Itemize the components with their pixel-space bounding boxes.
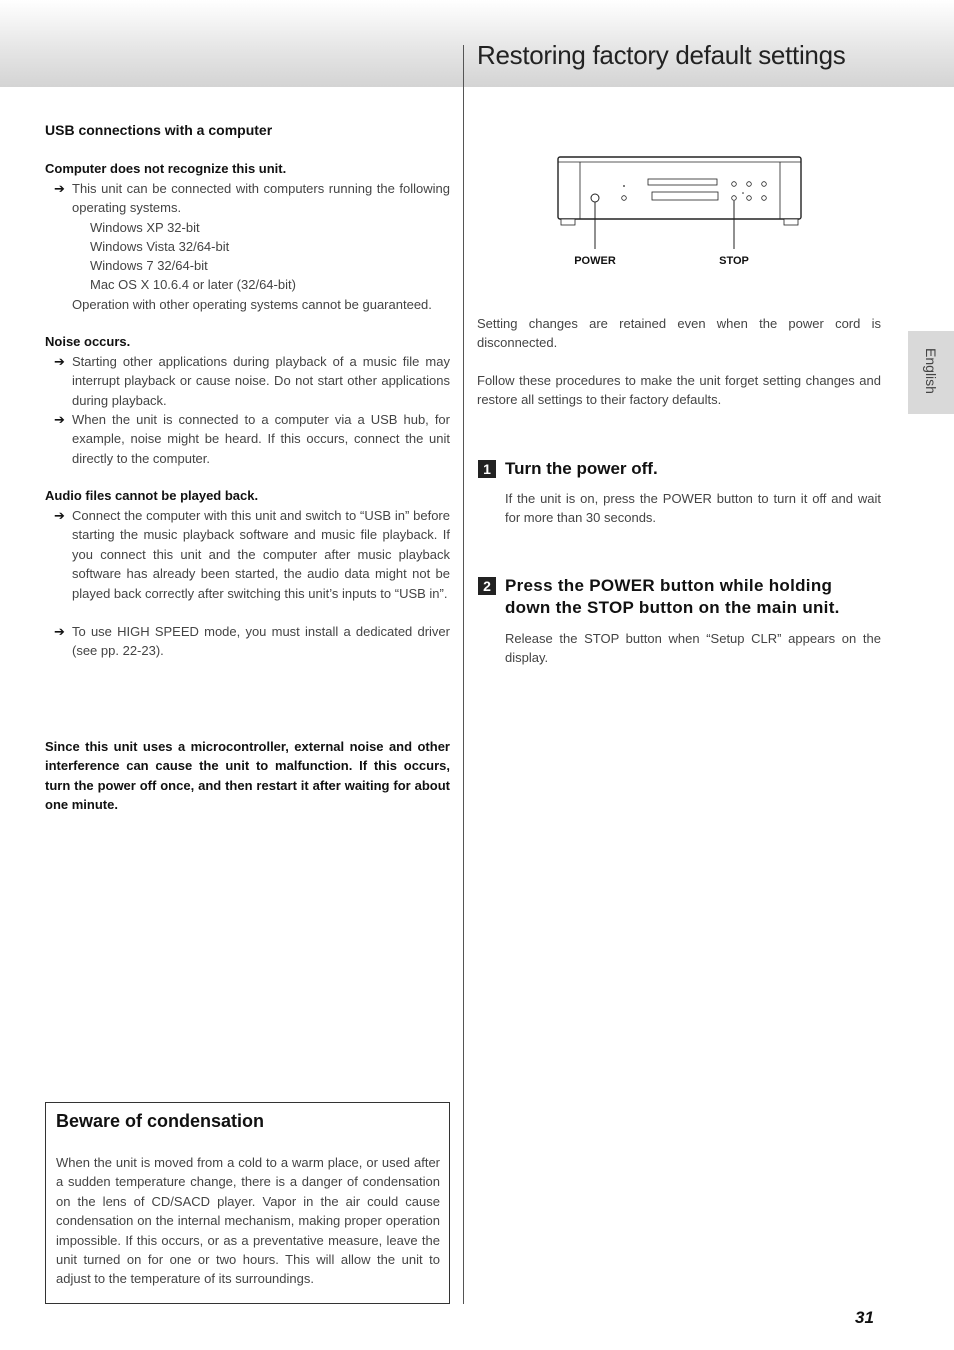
- display-window: [652, 192, 718, 200]
- usb-heading: USB connections with a computer: [45, 122, 273, 138]
- stop-label: STOP: [719, 255, 749, 267]
- power-label: POWER: [574, 255, 616, 267]
- page-number: 31: [855, 1308, 874, 1327]
- language-tab-label: English: [923, 348, 939, 394]
- os-item: Windows XP 32-bit: [90, 220, 200, 235]
- step-number: 1: [478, 460, 496, 478]
- right-arrow-icon: ➔: [54, 181, 65, 196]
- list-item-text: Connect the computer with this unit and switch to “USB in” before starting the music playback software and music file playback. If you connect this unit and the computer after music playback software has already been started, the audio data might not be played back correctly after switching this unit’s inputs to “USB in”.: [72, 508, 450, 601]
- right-arrow-icon: ➔: [54, 508, 65, 523]
- os-item: Windows Vista 32/64-bit: [90, 239, 230, 254]
- list-item: [45, 179, 450, 218]
- list-item-text: When the unit is connected to a computer via a USB hub, for example, noise might be heard. If this occurs, connect the unit directly to the computer.: [72, 412, 450, 466]
- page-title: Restoring factory default settings: [477, 40, 846, 70]
- os-note: Operation with other operating systems cannot be guaranteed.: [72, 297, 432, 312]
- not-recognize-title: Computer does not recognize this unit.: [45, 161, 287, 176]
- step-number: 2: [478, 577, 496, 595]
- step-title: Turn the power off.: [505, 459, 658, 478]
- list-item: [45, 506, 450, 603]
- noise-title: Noise occurs.: [45, 334, 131, 349]
- os-item: Windows 7 32/64-bit: [90, 258, 208, 273]
- column-divider: [463, 45, 464, 1304]
- condensation-text: When the unit is moved from a cold to a warm place, or used after a sudden temperature change, there is a danger of condensation on the lens of CD/SACD player. Vapor in the air could cause condensation on the internal mechanism, making proper operation impossible. If this occurs, or as a preventative measure, leave the unit turned on for one or two hours. This will allow the unit to adjust to the temperature of its surroundings.: [56, 1155, 440, 1287]
- right-arrow-icon: ➔: [54, 354, 65, 369]
- condensation-title: Beware of condensation: [56, 1111, 265, 1131]
- right-arrow-icon: ➔: [54, 412, 65, 427]
- device-front-panel-figure: [555, 150, 805, 275]
- list-item-text: This unit can be connected with computers running the following operating systems.: [72, 181, 450, 216]
- language-tab: [908, 331, 954, 414]
- list-item: [45, 622, 450, 661]
- step-body: Release the STOP button when “Setup CLR” appears on the display.: [505, 631, 881, 666]
- disc-tray: [648, 179, 717, 185]
- audio-files-title: Audio files cannot be played back.: [45, 488, 259, 503]
- list-item: [45, 352, 450, 410]
- step-title: Press the POWER button while holding down the STOP button on the main unit.: [505, 576, 840, 617]
- os-item: Mac OS X 10.6.4 or later (32/64-bit): [90, 277, 296, 292]
- list-item: [45, 410, 450, 468]
- condensation-box: [45, 1102, 450, 1304]
- power-button-icon: [591, 194, 599, 202]
- step-body: If the unit is on, press the POWER button to turn it off and wait for more than 30 seconds.: [505, 491, 881, 526]
- intro-text: Follow these procedures to make the unit forget setting changes and restore all settings to their factory defaults.: [477, 373, 881, 408]
- list-item-text: Starting other applications during playback of a music file may interrupt playback or cause noise. Do not start other applications during playback.: [72, 354, 450, 408]
- stop-button-icon: [732, 196, 737, 201]
- microcontroller-note: Since this unit uses a microcontroller, external noise and other interference can cause the unit to malfunction. If this occurs, turn the power off once, and then restart it after waiting for about one minute.: [45, 739, 450, 813]
- device-foot: [784, 219, 798, 225]
- device-foot: [561, 219, 575, 225]
- right-arrow-icon: ➔: [54, 624, 65, 639]
- intro-text: Setting changes are retained even when the power cord is disconnected.: [477, 316, 881, 351]
- device-body: [558, 157, 801, 219]
- list-item-text: To use HIGH SPEED mode, you must install a dedicated driver (see pp. 22-23).: [72, 624, 450, 659]
